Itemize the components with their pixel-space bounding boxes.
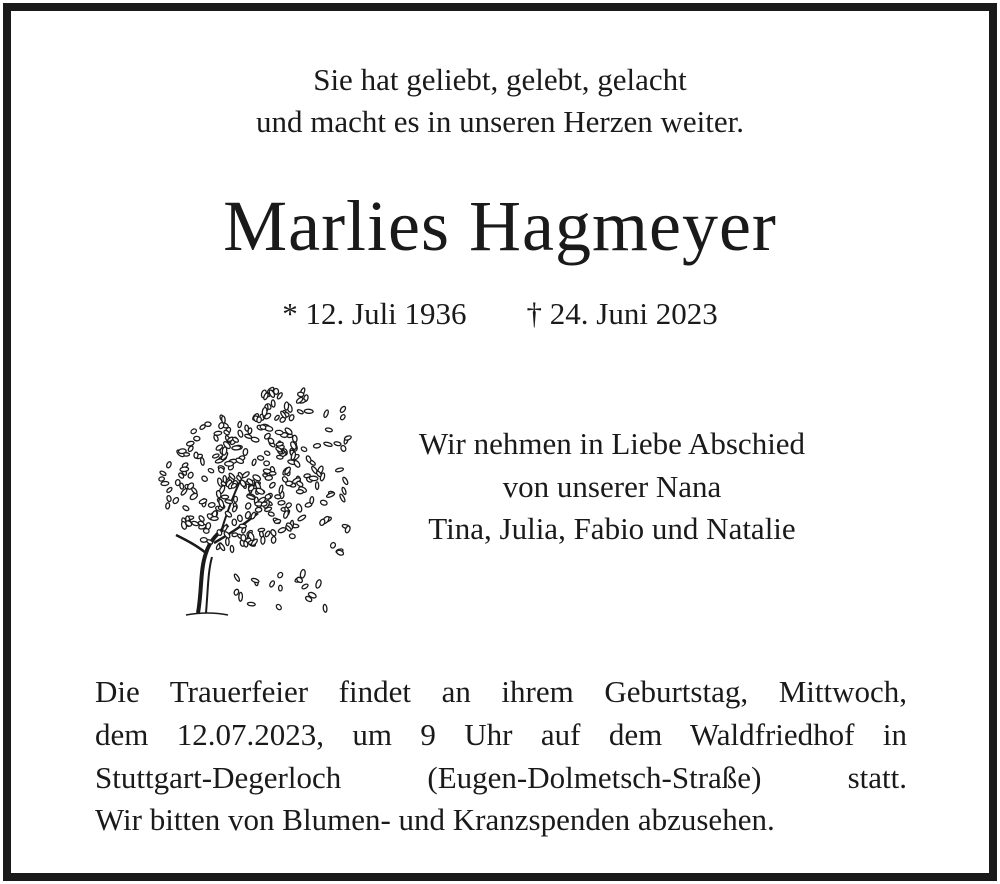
birth-date: * 12. Juli 1936 [282, 296, 467, 331]
farewell-line-1: Wir nehmen in Liebe Abschied [418, 426, 806, 461]
service-notice-line-2: dem 12.07.2023, um 9 Uhr auf dem Waldfriedhof in [95, 717, 907, 752]
farewell-line-3: Tina, Julia, Fabio und Natalie [428, 511, 796, 546]
deceased-name: Marlies Hagmeyer [223, 186, 777, 266]
windblown-tree-icon [148, 375, 353, 620]
service-notice-line-4: Wir bitten von Blumen- und Kranzspenden abzusehen. [95, 802, 775, 837]
life-dates [0, 296, 1000, 332]
motto-line-1: Sie hat geliebt, gelebt, gelacht [313, 62, 687, 97]
death-date: † 24. Juni 2023 [526, 296, 718, 331]
service-notice-line-3: Stuttgart-Degerloch (Eugen-Dolmetsch-Straße) statt. [95, 760, 907, 795]
service-notice-line-1: Die Trauerfeier findet an ihrem Geburtstag, Mittwoch, [95, 674, 907, 709]
motto-line-2: und macht es in unseren Herzen weiter. [255, 104, 745, 139]
farewell-line-2: von unserer Nana [502, 469, 722, 504]
